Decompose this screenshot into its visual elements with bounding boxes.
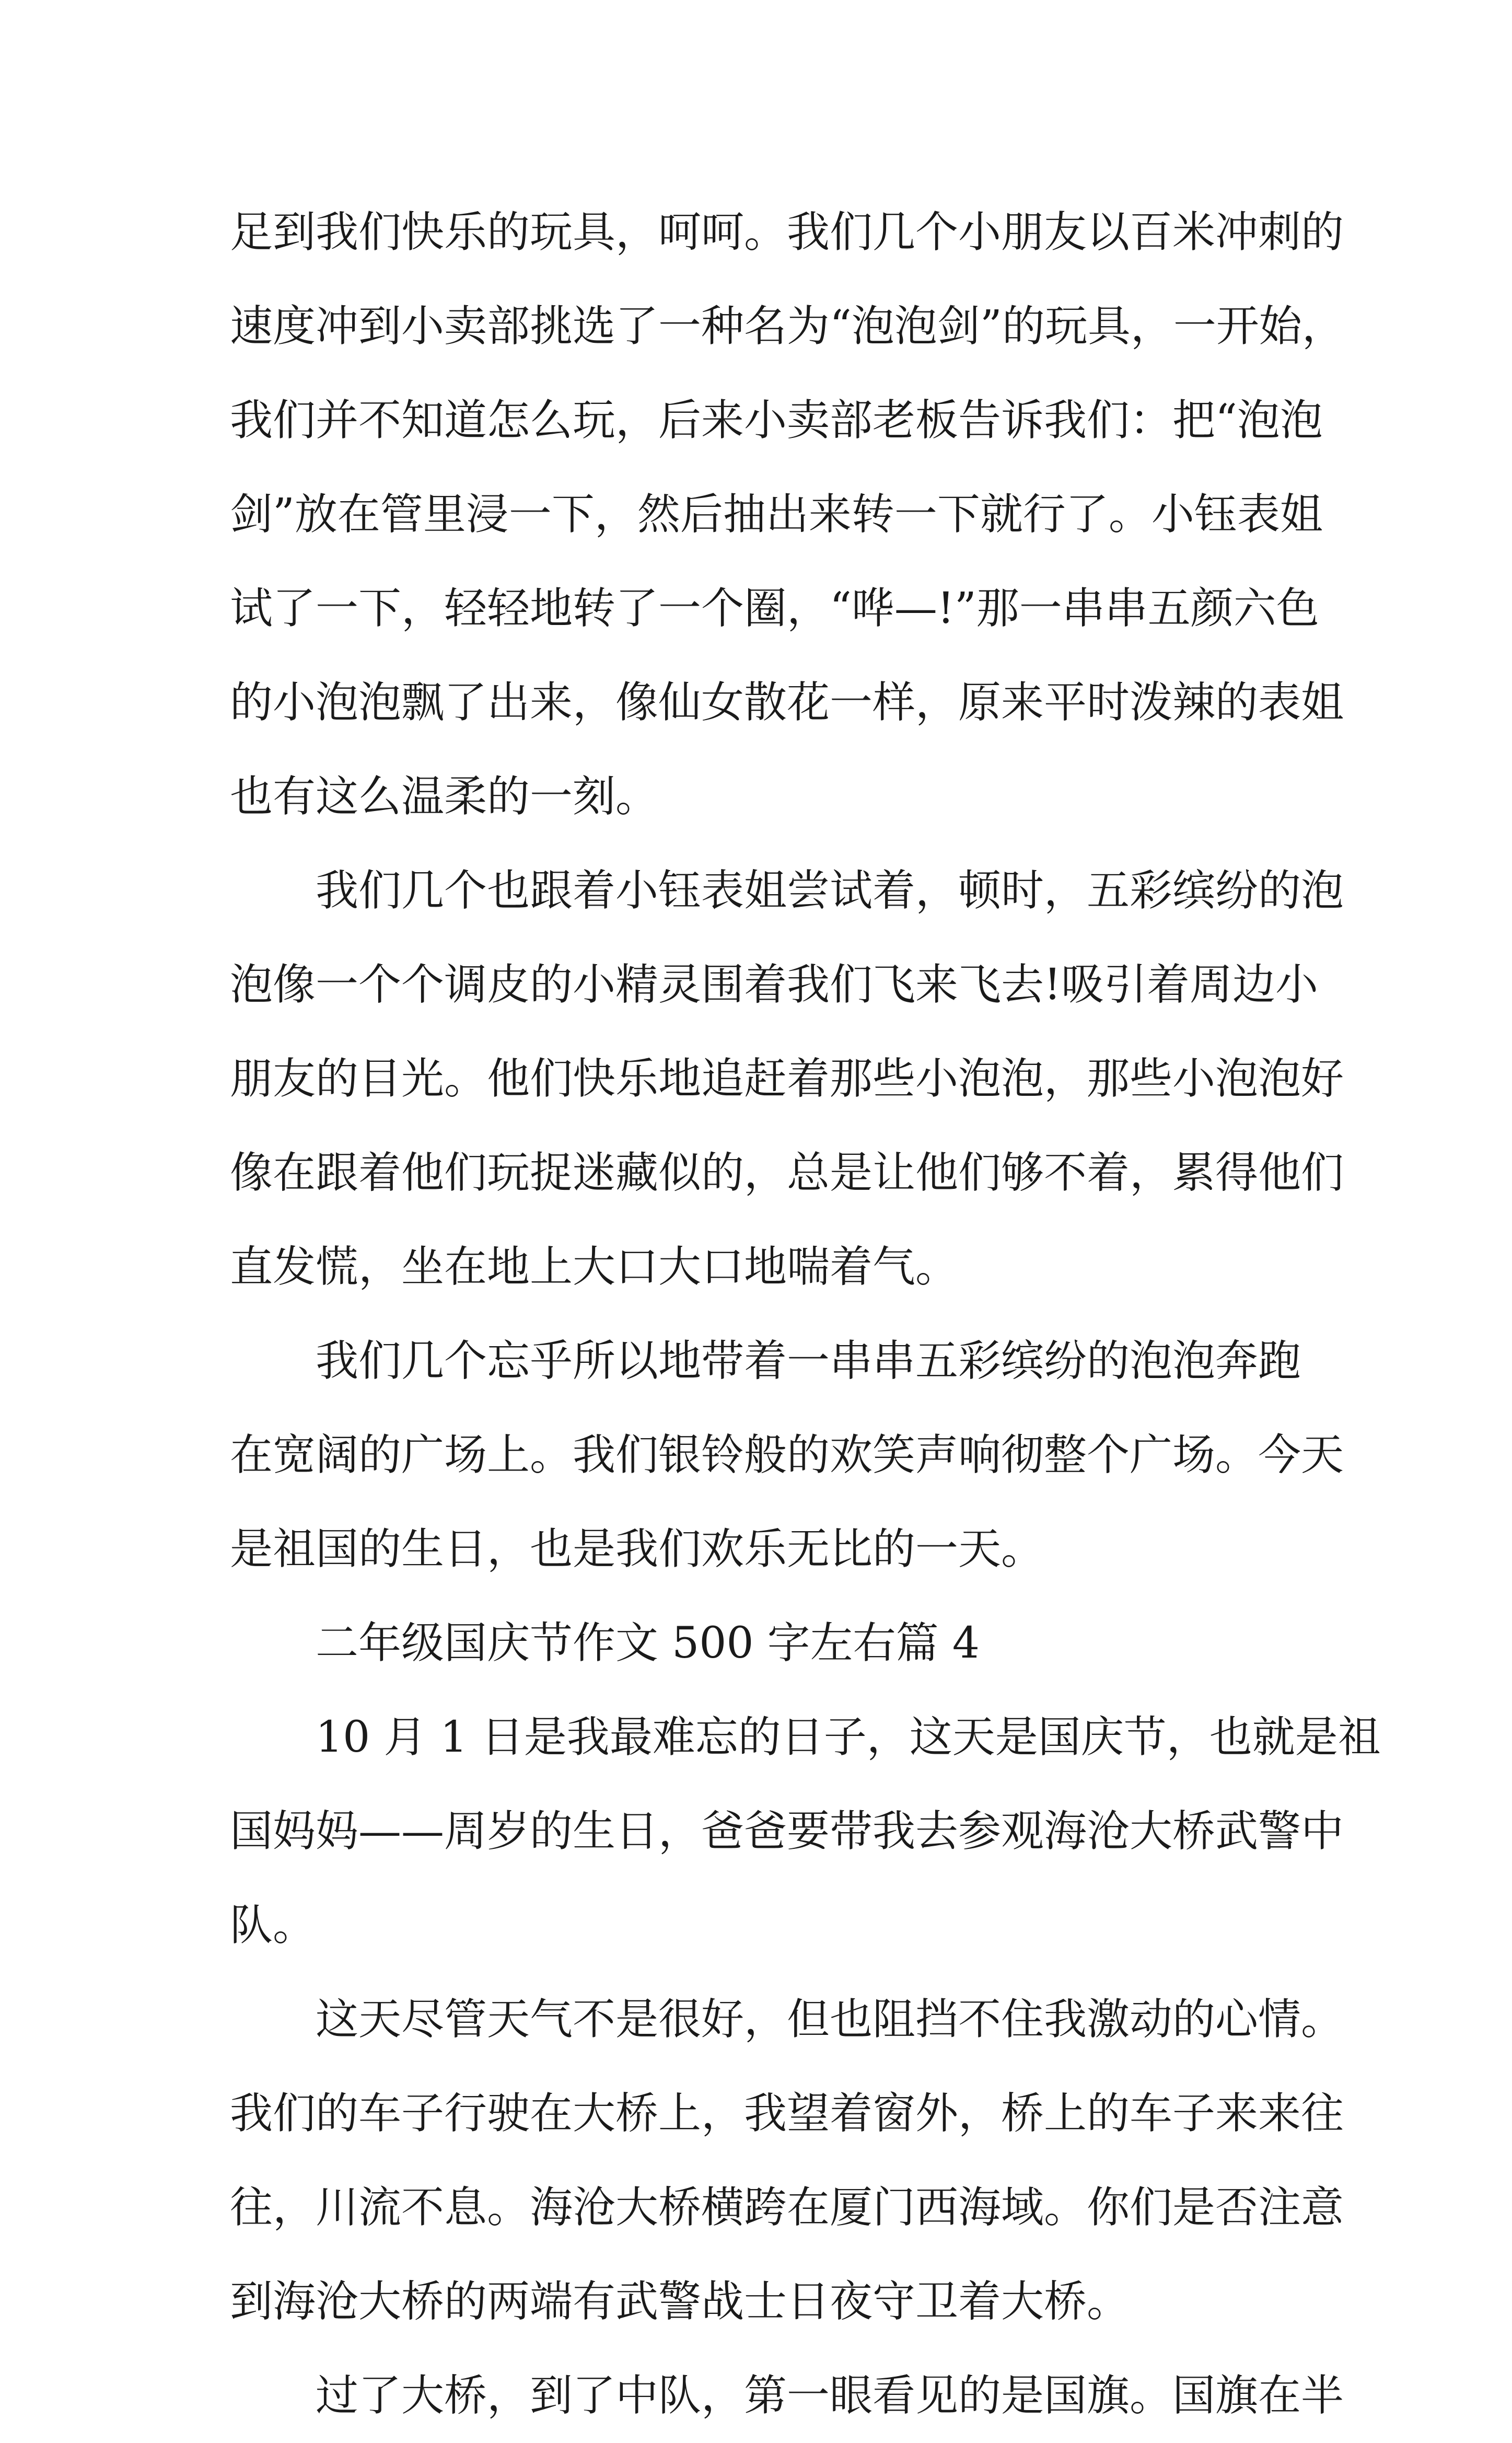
text-line: 试了一下，轻轻地转了一个圈，“哗—!”那一串串五颜六色 [230, 584, 1319, 633]
text-line: 像在跟着他们玩捉迷藏似的，总是让他们够不着，累得他们 [230, 1148, 1344, 1198]
document-body [230, 186, 1381, 2443]
text-line: 足到我们快乐的玩具，呵呵。我们几个小朋友以百米冲刺的 [230, 207, 1344, 257]
text-line: 的小泡泡飘了出来，像仙女散花一样，原来平时泼辣的表姐 [230, 678, 1344, 727]
text-line: 朋友的目光。他们快乐地追赶着那些小泡泡，那些小泡泡好 [230, 1054, 1344, 1104]
paragraph-first-line: 我们几个也跟着小钰表姐尝试着，顿时，五彩缤纷的泡 [316, 866, 1344, 916]
text-line: 我们的车子行驶在大桥上，我望着窗外，桥上的车子来来往 [230, 2089, 1344, 2138]
paragraph-first-line: 过了大桥，到了中队，第一眼看见的是国旗。国旗在半 [316, 2371, 1344, 2421]
text-line: 国妈妈——周岁的生日，爸爸要带我去参观海沧大桥武警中 [230, 1807, 1344, 1856]
text-line: 泡像一个个调皮的小精灵围着我们飞来飞去!吸引着周边小 [230, 960, 1318, 1010]
text-line: 我们并不知道怎么玩，后来小卖部老板告诉我们：把“泡泡 [230, 396, 1323, 445]
paragraph-first-line: 10 月 1 日是我最难忘的日子，这天是国庆节，也就是祖 [316, 1712, 1381, 1762]
text-line: 往，川流不息。海沧大桥横跨在厦门西海域。你们是否注意 [230, 2183, 1344, 2232]
text-line: 剑”放在管里浸一下，然后抽出来转一下就行了。小钰表姐 [230, 490, 1323, 539]
text-line: 直发慌，坐在地上大口大口地喘着气。 [230, 1242, 959, 1292]
paragraph-first-line: 这天尽管天气不是很好，但也阻挡不住我激动的心情。 [316, 1995, 1344, 2044]
paragraph-first-line: 我们几个忘乎所以地带着一串串五彩缤纷的泡泡奔跑 [316, 1336, 1301, 1386]
text-line: 在宽阔的广场上。我们银铃般的欢笑声响彻整个广场。今天 [230, 1430, 1344, 1480]
text-line: 到海沧大桥的两端有武警战士日夜守卫着大桥。 [230, 2277, 1130, 2326]
text-line: 是祖国的生日，也是我们欢乐无比的一天。 [230, 1524, 1044, 1574]
text-line: 速度冲到小卖部挑选了一种名为“泡泡剑”的玩具，一开始， [230, 302, 1345, 351]
text-line: 也有这么温柔的一刻。 [230, 772, 659, 821]
section-heading: 二年级国庆节作文 500 字左右篇 4 [316, 1618, 980, 1668]
text-line: 队。 [230, 1901, 316, 1950]
